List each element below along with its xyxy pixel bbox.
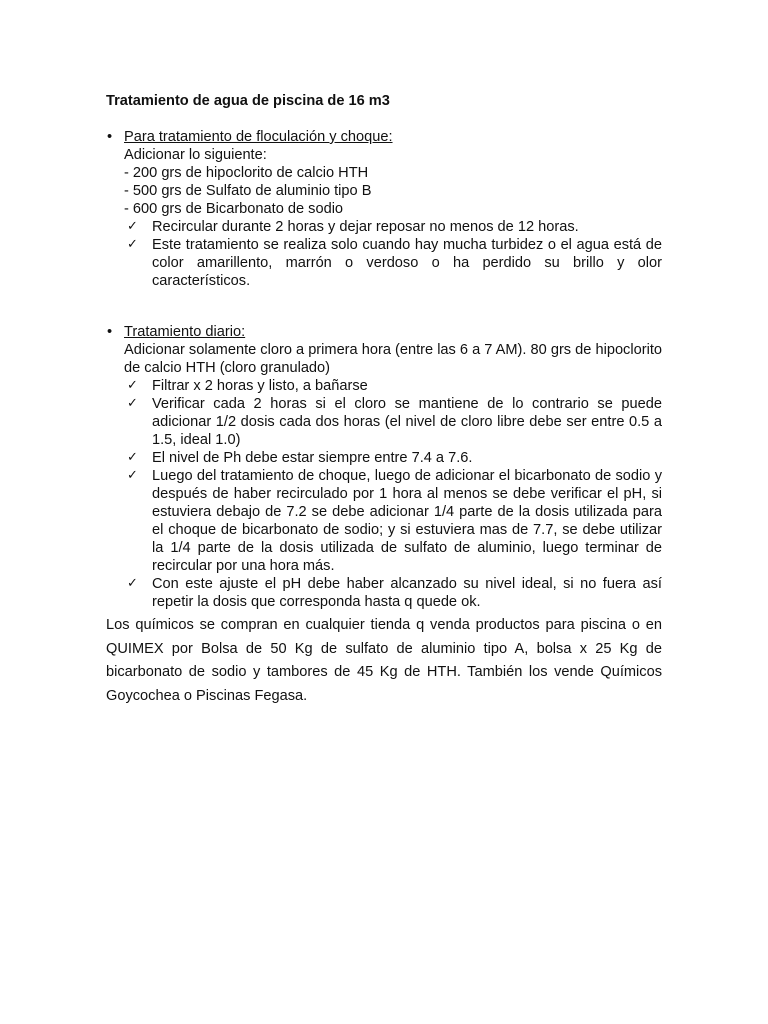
check-item-text: Filtrar x 2 horas y listo, a bañarse [152,378,368,394]
bullet-icon: • [107,129,113,145]
check-item [124,449,662,467]
ingredient-line: - 600 grs de Bicarbonato de sodio [124,201,344,217]
section-heading-row [106,128,662,146]
section-flocculation [106,128,662,290]
checkmark-icon: ✓ [127,576,138,591]
checkmark-icon: ✓ [127,219,138,234]
checkmark-icon: ✓ [127,237,138,252]
check-item-text: Con este ajuste el pH debe haber alcanzado su nivel ideal, si no fuera así repetir la dosis que corresponda hasta q quede ok. [152,576,662,610]
ingredient-line: - 200 grs de hipoclorito de calcio HTH [124,165,369,181]
section-heading: Tratamiento diario: [124,324,246,340]
section-heading-row [106,323,662,341]
check-list [106,218,662,290]
check-list [106,377,662,611]
check-item [124,395,662,449]
check-item-text: Recircular durante 2 horas y dejar reposar no menos de 12 horas. [152,219,579,235]
footer-paragraph: Los químicos se compran en cualquier tienda q venda productos para piscina o en QUIMEX por Bolsa de 50 Kg de sulfato de aluminio tipo A, bolsa x 25 Kg de bicarbonato de sodio y tambores de 45 Kg de HTH. También los vende Químicos Goycochea o Piscinas Fegasa. [106,617,662,704]
check-item-text: El nivel de Ph debe estar siempre entre 7.4 a 7.6. [152,450,473,466]
paragraph-line: Adicionar lo siguiente: [124,147,267,163]
checkmark-icon: ✓ [127,468,138,483]
ingredient-list [106,146,662,218]
check-item [124,218,662,236]
ingredient-line: - 500 grs de Sulfato de aluminio tipo B [124,183,372,199]
check-item [124,236,662,290]
check-item-text: Este tratamiento se realiza solo cuando hay mucha turbidez o el agua está de color amarillento, marrón o verdoso o ha perdido su brillo y olor característicos. [152,237,662,289]
document-title: Tratamiento de agua de piscina de 16 m3 [106,93,390,109]
check-item [124,467,662,575]
bullet-icon: • [107,324,113,340]
section-intro: Adicionar solamente cloro a primera hora (entre las 6 a 7 AM). 80 grs de hipoclorito de calcio HTH (cloro granulado) [124,342,662,376]
check-item-text: Luego del tratamiento de choque, luego de adicionar el bicarbonato de sodio y después de haber recirculado por 1 hora al menos se debe verificar el pH, si estuviera debajo de 7.2 se debe adicionar 1/4 parte de la dosis utilizada para el choque de bicarbonato de sodio; y si estuviera mas de 7.7, se debe utilizar la 1/4 parte de la dosis utilizada de sulfato de aluminio, luego terminar de recircular por una hora más. [152,468,662,574]
check-item [124,575,662,611]
checkmark-icon: ✓ [127,378,138,393]
check-item-text: Verificar cada 2 horas si el cloro se mantiene de lo contrario se puede adicionar 1/2 dosis cada dos horas (el nivel de cloro libre debe ser entre 0.5 a 1.5, ideal 1.0) [152,396,662,448]
check-item [124,377,662,395]
checkmark-icon: ✓ [127,450,138,465]
checkmark-icon: ✓ [127,396,138,411]
section-daily-treatment [106,323,662,611]
section-heading: Para tratamiento de floculación y choque: [124,129,393,145]
